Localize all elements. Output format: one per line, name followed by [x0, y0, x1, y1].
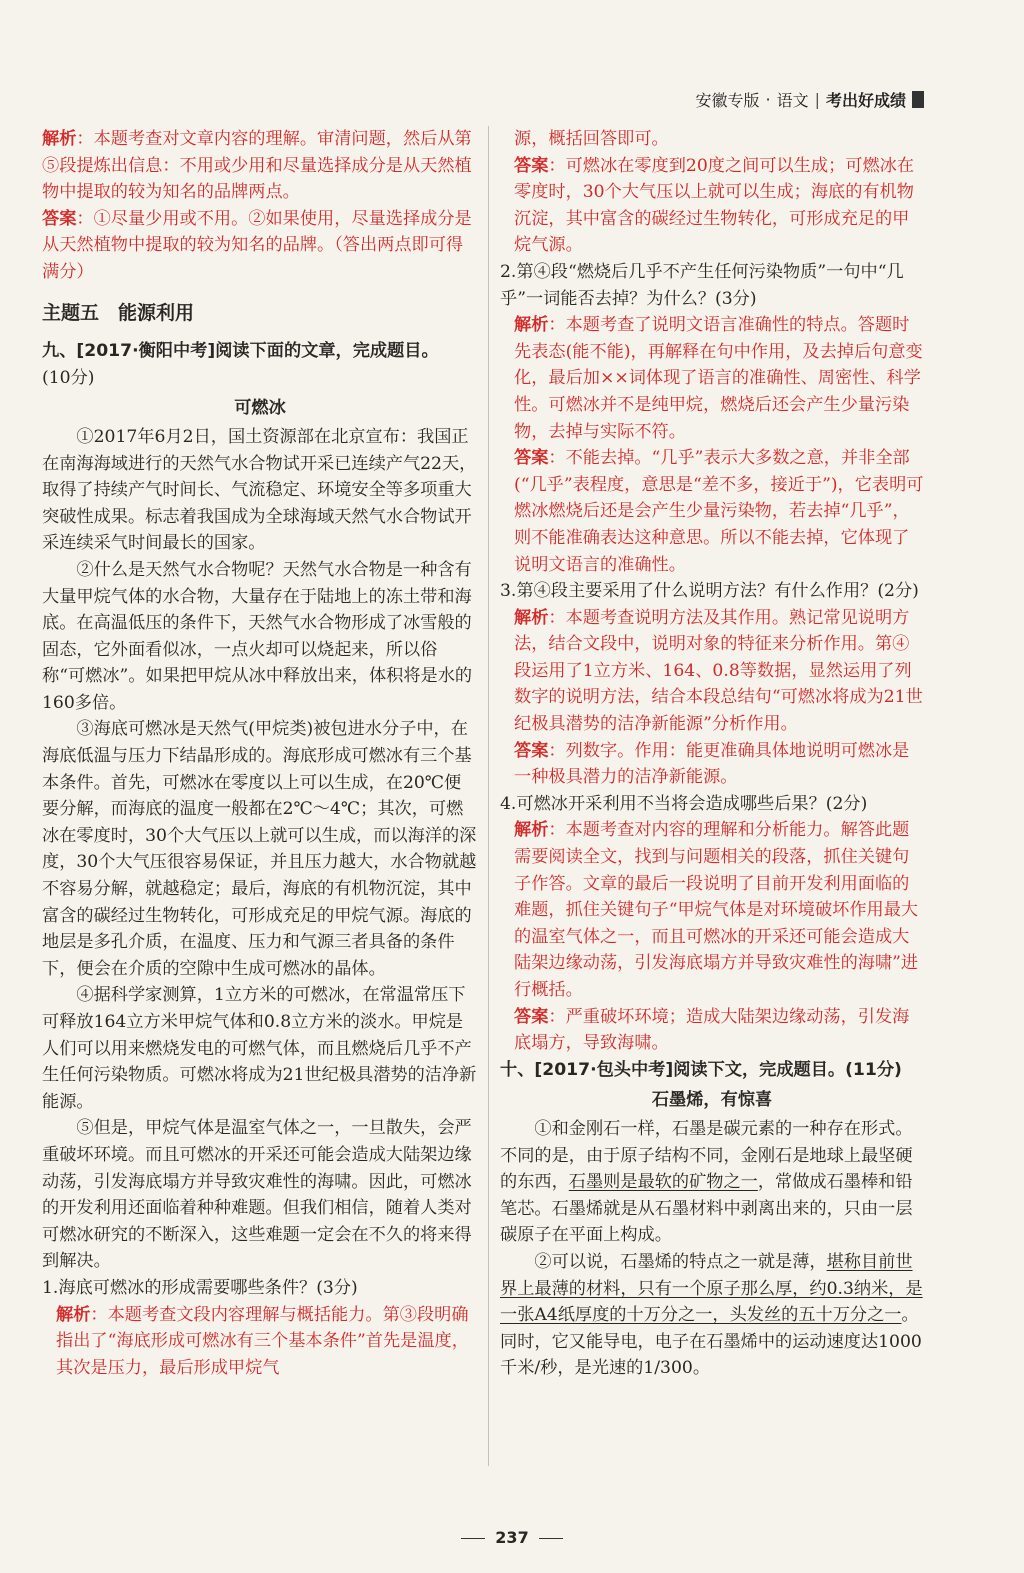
article-paragraph-4: ④据科学家测算，1立方米的可燃冰，在常温常压下可释放164立方米甲烷气体和0.8立方米的淡水。甲烷是人们可以用来燃烧发电的可燃气体，而且燃烧后几乎不产生任何污染物质。可燃冰将成为21世纪极具潜势的洁净新能源。 — [42, 985, 477, 1112]
question-3-answer: 答案：列数字。作用：能更准确具体地说明可燃冰是一种极具潜力的洁净新能源。 — [514, 740, 910, 788]
question-4-analysis: 解析：本题考查对内容的理解和分析能力。解答此题需要阅读全文，找到与问题相关的段落，抓住关键句子作答。文章的最后一段说明了目前开发利用面临的难题，抓住关键句子“甲烷气体是对环境破坏作用最大的温室气体之一，而且可燃冰的开采还可能会造成大陆架边缘动荡，引发海底塌方并导致灾难性的海啸”进行概括。 — [514, 820, 919, 1000]
question-1-answer: 答案：可燃冰在零度到20度之间可以生成；可燃冰在零度时，30个大气压以上就可以生成；海底的有机物沉淀，其中富含的碳经过生物转化，可形成充足的甲烷气源。 — [514, 155, 915, 256]
top-analysis: 解析：本题考查对文章内容的理解。审清问题，然后从第⑤段提炼出信息：不用或少用和尽量选择成分是从天然植物中提取的较为知名的品牌两点。 — [42, 129, 472, 203]
article-2-paragraph-1: ①和金刚石一样，石墨是碳元素的一种存在形式。不同的是，由于原子结构不同，金刚石是地球上最坚硬的东西，石墨则是最软的矿物之一，常做成石墨棒和铅笔芯。石墨烯就是从石墨材料中剥离出来的，只由一层碳原子在平面上构成。 — [500, 1118, 913, 1246]
header-edition: 安徽专版 — [695, 91, 760, 110]
question-9-score: (10分) — [42, 367, 95, 388]
question-2: 2.第④段“燃烧后几乎不产生任何污染物质”一句中“几乎”一词能否去掉？为什么？(3分) — [500, 261, 904, 309]
underlined-phrase: 堪称目前世界上最薄的材料，只有一个原子那么厚，约0.3纳米，是一张A4纸厚度的十万分之一，头发丝的五十万分之一 — [500, 1251, 923, 1326]
question-1-analysis: 解析：本题考查文段内容理解与概括能力。第③段明确指出了“海底形成可燃冰有三个基本条件”首先是温度，其次是压力，最后形成甲烷气 — [56, 1304, 469, 1378]
article-2-title: 石墨烯，有惊喜 — [651, 1090, 773, 1111]
question-4: 4.可燃冰开采利用不当将会造成哪些后果？(2分) — [500, 793, 868, 814]
header-dot: · — [765, 90, 771, 109]
article-paragraph-2: ②什么是天然气水合物呢？天然气水合物是一种含有大量甲烷气体的水合物，大量存在于陆地上的冻土带和海底。在高温低压的条件下，天然气水合物形成了冰雪般的固态，它外面看似冰，一点火却可以烧起来，所以俗称“可燃冰”。如果把甲烷从冰中释放出来，体积将是水的160多倍。 — [42, 559, 473, 713]
article-paragraph-3: ③海底可燃冰是天然气(甲烷类)被包进水分子中，在海底低温与压力下结晶形成的。海底形成可燃冰有三个基本条件。首先，可燃冰在零度以上可以生成，在20℃便要分解，而海底的温度一般都在2℃～4℃；其次，可燃冰在零度时，30个大气压以上就可以生成，而以海洋的深度，30个大气压很容易保证，并且压力越大，水合物就越不容易分解，就越稳定；最后，海底的有机物沉淀，其中富含的碳经过生物转化，可形成充足的甲烷气源。海底的地层是多孔介质，在温度、压力和气源三者具备的条件下，便会在介质的空隙中生成可燃冰的晶体。 — [42, 719, 477, 979]
answer-label: 答案 — [42, 208, 77, 229]
header-subject: 语文 — [776, 91, 809, 110]
question-4-answer: 答案：严重破坏环境；造成大陆架边缘动荡，引发海底塌方，导致海啸。 — [514, 1006, 910, 1054]
top-answer: 答案：①尽量少用或不用。②如果使用，尽量选择成分是从天然植物中提取的较为知名的品牌。（答出两点即可得满分） — [42, 208, 472, 282]
header-separator: | — [814, 90, 820, 109]
right-column — [500, 126, 924, 1382]
analysis-label: 解析 — [42, 129, 77, 149]
column-divider — [488, 126, 489, 1466]
underlined-phrase: 石墨则是最软的矿物之一 — [568, 1172, 758, 1193]
article-2-paragraph-2: ②可以说，石墨烯的特点之一就是薄，堪称目前世界上最薄的材料，只有一个原子那么厚，约0.3纳米，是一张A4纸厚度的十万分之一，头发丝的五十万分之一。同时，它又能导电，电子在石墨烯中的运动速度达1000千米/秒，是光速的1/300。 — [500, 1251, 923, 1379]
question-1: 1.海底可燃冰的形成需要哪些条件？(3分) — [42, 1277, 358, 1298]
section-title: 主题五 能源利用 — [42, 301, 195, 324]
page-header — [695, 88, 924, 111]
question-1-analysis-cont: 源，概括回答即可。 — [514, 129, 669, 149]
article-paragraph-1: ①2017年6月2日，国土资源部在北京宣布：我国正在南海海域进行的天然气水合物试开采已连续产气22天，取得了持续产气时间长、气流稳定、环境安全等多项重大突破性成果。标志着我国成为全球海域天然气水合物试开采连续采气时间最长的国家。 — [42, 426, 477, 554]
article-paragraph-5: ⑤但是，甲烷气体是温室气体之一，一旦散失，会严重破坏环境。而且可燃冰的开采还可能会造成大陆架边缘动荡，引发海底塌方并导致灾难性的海啸。因此，可燃冰的开发利用还面临着种种难题。但我们相信，随着人类对可燃冰研究的不断深入，这些难题一定会在不久的将来得到解决。 — [42, 1118, 472, 1272]
question-2-analysis: 解析：本题考查了说明文语言准确性的特点。答题时先表态(能不能)，再解释在句中作用，及去掉后句意变化，最后加××词体现了语言的准确性、周密性、科学性。可燃冰并不是纯甲烷，燃烧后还会产生少量污染物，去掉与实际不符。 — [514, 315, 923, 442]
page-number-dash-right — [539, 1538, 563, 1539]
question-3: 3.第④段主要采用了什么说明方法？有什么作用？(2分) — [500, 581, 919, 602]
question-9-head: 九、[2017·衡阳中考]阅读下面的文章，完成题目。 — [42, 341, 439, 362]
header-bookmark-icon — [912, 91, 924, 108]
header-brand: 考出好成绩 — [825, 91, 906, 110]
page-number: 237 — [0, 1528, 1024, 1547]
article-title: 可燃冰 — [234, 398, 286, 419]
left-column — [42, 126, 478, 1381]
page-number-dash-left — [461, 1538, 485, 1539]
question-2-answer: 答案：不能去掉。“几乎”表示大多数之意，并非全部(“几乎”表程度，意思是“差不多，接近于”)，它表明可燃冰燃烧后还是会产生少量污染物，若去掉“几乎”，则不能准确表达这种意思。所以不能去掉，它体现了说明文语言的准确性。 — [514, 448, 924, 575]
question-10-head: 十、[2017·包头中考]阅读下文，完成题目。(11分) — [500, 1059, 902, 1080]
question-3-analysis: 解析：本题考查说明方法及其作用。熟记常见说明方法，结合文段中，说明对象的特征来分析作用。第④段运用了1立方米、164、0.8等数据，显然运用了列数字的说明方法，结合本段总结句“可燃冰将成为21世纪极具潜势的洁净新能源”分析作用。 — [514, 607, 923, 735]
